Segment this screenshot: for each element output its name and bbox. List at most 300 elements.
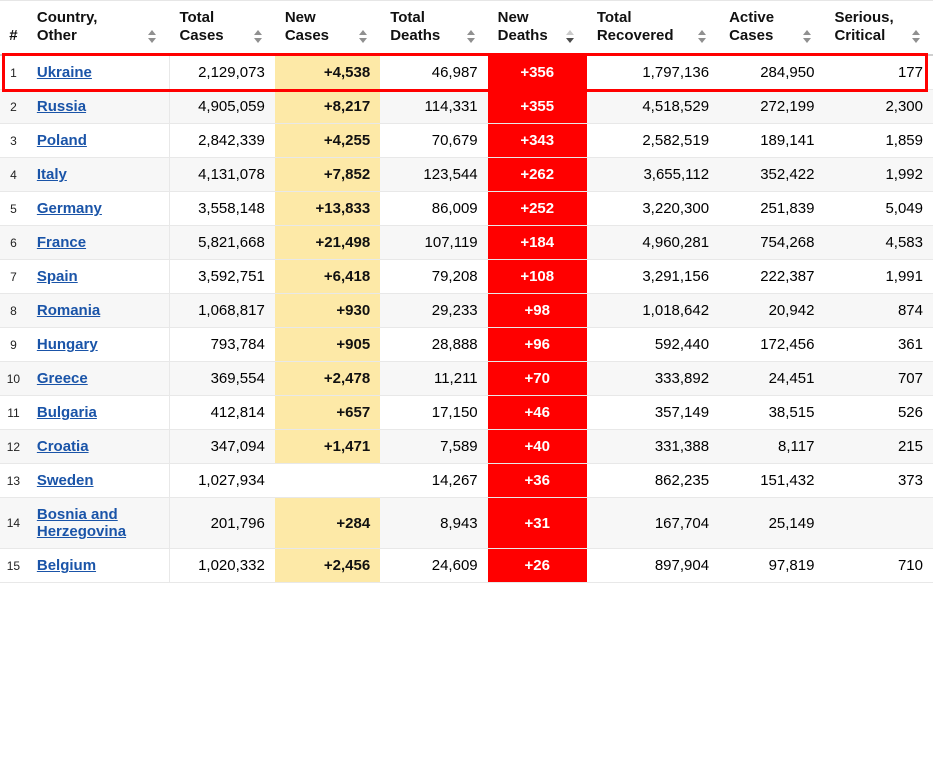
serious-critical-cell xyxy=(824,396,933,430)
new-cases-cell xyxy=(275,294,380,328)
table-row[interactable] xyxy=(0,192,933,226)
country-link[interactable]: Bosnia and Herzegovina xyxy=(36,506,127,541)
new-cases-cell-value: +1,471 xyxy=(323,438,371,456)
active-cases-cell-value: 272,199 xyxy=(760,98,815,116)
total-cases-cell xyxy=(169,294,274,328)
row-index-value: 15 xyxy=(6,558,21,573)
column-header-serious-critical[interactable] xyxy=(824,1,933,56)
total-cases-cell xyxy=(169,498,274,549)
table-row[interactable] xyxy=(0,396,933,430)
new-deaths-cell xyxy=(488,464,587,498)
total-deaths-cell-value: 11,211 xyxy=(433,370,478,388)
serious-critical-cell xyxy=(824,260,933,294)
total-recovered-cell-value: 331,388 xyxy=(654,438,710,456)
new-cases-cell xyxy=(275,124,380,158)
total-cases-cell-value: 201,796 xyxy=(210,514,265,532)
new-deaths-cell-value: +96 xyxy=(524,336,550,354)
serious-critical-cell-value: 1,992 xyxy=(885,166,923,184)
serious-critical-cell xyxy=(824,192,933,226)
new-deaths-cell-value: +98 xyxy=(524,302,550,320)
sort-icon-total-recovered[interactable] xyxy=(697,29,709,44)
new-cases-cell xyxy=(275,430,380,464)
new-cases-cell-value: +4,538 xyxy=(323,64,371,82)
total-deaths-cell xyxy=(380,294,487,328)
table-row[interactable] xyxy=(0,549,933,583)
row-index-value: 13 xyxy=(6,473,21,488)
new-cases-cell-value: +6,418 xyxy=(323,268,371,286)
new-cases-cell xyxy=(275,549,380,583)
country-cell xyxy=(27,430,170,464)
total-recovered-cell-value: 1,797,136 xyxy=(642,64,710,82)
new-deaths-cell-value: +184 xyxy=(520,234,555,252)
total-cases-cell-value: 369,554 xyxy=(210,370,265,388)
active-cases-cell-value: 8,117 xyxy=(778,438,815,456)
active-cases-cell-value: 754,268 xyxy=(760,234,815,252)
total-recovered-cell xyxy=(587,226,719,260)
serious-critical-cell-value: 1,859 xyxy=(885,132,923,150)
column-header-country-line2: Other xyxy=(36,26,77,44)
row-index xyxy=(0,328,27,362)
serious-critical-cell-value: 707 xyxy=(897,370,923,388)
total-deaths-cell xyxy=(380,396,487,430)
active-cases-cell xyxy=(719,192,824,226)
total-recovered-cell-value: 4,960,281 xyxy=(642,234,710,252)
serious-critical-cell-value: 177 xyxy=(897,64,923,82)
active-cases-cell xyxy=(719,549,824,583)
sort-icon-total-cases[interactable] xyxy=(253,29,265,44)
new-deaths-cell-value: +31 xyxy=(524,514,550,532)
row-index-value: 4 xyxy=(10,167,17,182)
row-index-value: 12 xyxy=(6,439,21,454)
total-cases-cell-value: 2,842,339 xyxy=(198,132,265,150)
active-cases-cell xyxy=(719,158,824,192)
row-index-value: 2 xyxy=(10,99,17,114)
total-deaths-cell-value: 8,943 xyxy=(440,514,478,532)
column-header-active-cases-line2: Cases xyxy=(729,26,774,44)
new-deaths-cell-value: +46 xyxy=(524,404,550,422)
total-recovered-cell-value: 333,892 xyxy=(654,370,710,388)
column-header-new-deaths-line1: New xyxy=(497,9,529,26)
new-deaths-cell xyxy=(488,430,587,464)
total-recovered-cell-value: 2,582,519 xyxy=(642,132,710,150)
total-cases-cell xyxy=(169,260,274,294)
serious-critical-cell-value: 5,049 xyxy=(885,200,923,218)
new-deaths-cell xyxy=(488,192,587,226)
active-cases-cell xyxy=(719,396,824,430)
active-cases-cell xyxy=(719,226,824,260)
total-cases-cell xyxy=(169,226,274,260)
column-header-total-deaths[interactable] xyxy=(380,1,487,56)
total-recovered-cell-value: 3,220,300 xyxy=(642,200,710,218)
country-cell xyxy=(27,498,170,549)
total-cases-cell-value: 1,020,332 xyxy=(198,557,265,575)
active-cases-cell-value: 172,456 xyxy=(760,336,815,354)
row-index xyxy=(0,498,27,549)
active-cases-cell-value: 97,819 xyxy=(768,557,815,575)
total-cases-cell xyxy=(169,549,274,583)
total-recovered-cell-value: 4,518,529 xyxy=(642,98,710,116)
active-cases-cell xyxy=(719,55,824,90)
total-deaths-cell xyxy=(380,362,487,396)
serious-critical-cell-value: 373 xyxy=(897,472,923,490)
row-index-value: 8 xyxy=(10,303,17,318)
new-cases-cell-value: +21,498 xyxy=(315,234,371,252)
table-row[interactable] xyxy=(0,55,933,90)
new-deaths-cell-value: +40 xyxy=(524,438,550,456)
new-deaths-cell xyxy=(488,396,587,430)
serious-critical-cell xyxy=(824,55,933,90)
country-cell xyxy=(27,158,170,192)
row-index xyxy=(0,260,27,294)
table-row[interactable] xyxy=(0,158,933,192)
sort-icon-new-cases[interactable] xyxy=(358,29,370,44)
new-cases-cell-value: +905 xyxy=(336,336,371,354)
active-cases-cell xyxy=(719,464,824,498)
country-cell xyxy=(27,362,170,396)
column-header-new-deaths-line2: Deaths xyxy=(497,26,548,44)
column-header-index[interactable] xyxy=(0,1,27,56)
country-cell xyxy=(27,226,170,260)
total-recovered-cell-value: 3,291,156 xyxy=(642,268,710,286)
total-recovered-cell-value: 167,704 xyxy=(654,514,710,532)
table-row[interactable] xyxy=(0,260,933,294)
table-row[interactable] xyxy=(0,90,933,124)
total-deaths-cell xyxy=(380,549,487,583)
column-header-new-cases[interactable] xyxy=(275,1,380,56)
table-row[interactable] xyxy=(0,498,933,549)
new-cases-cell xyxy=(275,396,380,430)
table-row[interactable] xyxy=(0,362,933,396)
active-cases-cell-value: 222,387 xyxy=(760,268,815,286)
column-header-new-deaths[interactable] xyxy=(488,1,587,56)
total-deaths-cell xyxy=(380,464,487,498)
row-index xyxy=(0,192,27,226)
total-recovered-cell-value: 3,655,112 xyxy=(643,166,710,184)
total-deaths-cell-value: 86,009 xyxy=(431,200,478,218)
total-recovered-cell xyxy=(587,498,719,549)
column-header-total-recovered-line1: Total xyxy=(596,9,632,26)
row-index-value: 10 xyxy=(6,371,21,386)
serious-critical-cell-value: 4,583 xyxy=(885,234,923,252)
table-row[interactable] xyxy=(0,226,933,260)
total-recovered-cell-value: 357,149 xyxy=(654,404,710,422)
new-cases-cell-value: +8,217 xyxy=(323,98,371,116)
total-recovered-cell xyxy=(587,464,719,498)
total-cases-cell-value: 3,592,751 xyxy=(198,268,265,286)
country-cell xyxy=(27,192,170,226)
serious-critical-cell-value: 215 xyxy=(897,438,923,456)
table-row[interactable] xyxy=(0,430,933,464)
total-deaths-cell-value: 28,888 xyxy=(431,336,478,354)
total-cases-cell xyxy=(169,192,274,226)
serious-critical-cell-value: 526 xyxy=(897,404,923,422)
new-deaths-cell-value: +343 xyxy=(520,132,555,150)
total-recovered-cell xyxy=(587,294,719,328)
column-header-active-cases-line1: Active xyxy=(729,9,775,26)
new-deaths-cell-value: +26 xyxy=(524,557,550,575)
active-cases-cell xyxy=(719,124,824,158)
country-cell xyxy=(27,55,170,90)
row-index-value: 14 xyxy=(6,516,21,531)
new-deaths-cell xyxy=(488,158,587,192)
total-cases-cell-value: 1,068,817 xyxy=(198,302,265,320)
column-header-index-label: # xyxy=(9,26,18,44)
total-deaths-cell-value: 114,331 xyxy=(424,98,478,116)
active-cases-cell-value: 38,515 xyxy=(768,404,815,422)
table-row[interactable] xyxy=(0,464,933,498)
new-deaths-cell xyxy=(488,55,587,90)
total-recovered-cell xyxy=(587,396,719,430)
total-cases-cell-value: 412,814 xyxy=(210,404,265,422)
new-cases-cell-value: +7,852 xyxy=(323,166,371,184)
table-row[interactable] xyxy=(0,328,933,362)
column-header-new-cases-line1: New xyxy=(284,9,316,26)
new-deaths-cell xyxy=(488,549,587,583)
new-deaths-cell xyxy=(488,498,587,549)
country-cell xyxy=(27,260,170,294)
row-index xyxy=(0,464,27,498)
new-deaths-cell xyxy=(488,294,587,328)
total-recovered-cell xyxy=(587,124,719,158)
total-recovered-cell xyxy=(587,328,719,362)
column-header-new-cases-line2: Cases xyxy=(284,26,330,44)
table-row[interactable] xyxy=(0,124,933,158)
total-deaths-cell xyxy=(380,328,487,362)
total-deaths-cell-value: 7,589 xyxy=(440,438,478,456)
column-header-total-cases-line1: Total xyxy=(179,9,215,26)
serious-critical-cell xyxy=(824,549,933,583)
total-recovered-cell-value: 897,904 xyxy=(654,557,710,575)
new-cases-cell xyxy=(275,55,380,90)
row-index xyxy=(0,124,27,158)
row-index-value: 1 xyxy=(10,65,17,80)
total-cases-cell xyxy=(169,464,274,498)
sort-icon-new-deaths[interactable] xyxy=(565,29,577,44)
total-deaths-cell xyxy=(380,226,487,260)
new-deaths-cell-value: +356 xyxy=(520,64,555,82)
country-link[interactable]: Germany xyxy=(36,200,102,218)
total-recovered-cell xyxy=(587,362,719,396)
active-cases-cell-value: 20,942 xyxy=(768,302,815,320)
country-link[interactable]: Hungary xyxy=(36,336,98,354)
new-deaths-cell xyxy=(488,328,587,362)
active-cases-cell xyxy=(719,362,824,396)
row-index xyxy=(0,294,27,328)
serious-critical-cell-value: 1,991 xyxy=(885,268,923,286)
column-header-serious-critical-line1: Serious, xyxy=(834,9,894,26)
country-link[interactable]: Bulgaria xyxy=(36,404,97,422)
total-cases-cell xyxy=(169,90,274,124)
serious-critical-cell-value: 361 xyxy=(897,336,923,354)
serious-critical-cell xyxy=(824,328,933,362)
table-body xyxy=(0,55,933,583)
active-cases-cell-value: 189,141 xyxy=(760,132,815,150)
active-cases-cell-value: 251,839 xyxy=(760,200,815,218)
total-recovered-cell xyxy=(587,192,719,226)
total-deaths-cell xyxy=(380,124,487,158)
new-deaths-cell xyxy=(488,260,587,294)
serious-critical-cell xyxy=(824,430,933,464)
country-link[interactable]: Russia xyxy=(36,98,87,116)
total-recovered-cell-value: 592,440 xyxy=(654,336,710,354)
new-cases-cell xyxy=(275,362,380,396)
total-deaths-cell xyxy=(380,430,487,464)
new-deaths-cell xyxy=(488,90,587,124)
row-index xyxy=(0,362,27,396)
total-cases-cell xyxy=(169,328,274,362)
country-cell xyxy=(27,549,170,583)
new-deaths-cell-value: +36 xyxy=(524,472,550,490)
total-recovered-cell xyxy=(587,260,719,294)
total-deaths-cell-value: 70,679 xyxy=(431,132,478,150)
new-deaths-cell-value: +355 xyxy=(520,98,555,116)
serious-critical-cell xyxy=(824,498,933,549)
total-deaths-cell-value: 79,208 xyxy=(431,268,478,286)
serious-critical-cell xyxy=(824,362,933,396)
sort-icon-total-deaths[interactable] xyxy=(466,29,478,44)
column-header-total-recovered[interactable] xyxy=(587,1,719,56)
total-deaths-cell xyxy=(380,192,487,226)
sort-icon-serious-critical[interactable] xyxy=(911,29,923,44)
active-cases-cell xyxy=(719,90,824,124)
total-cases-cell xyxy=(169,158,274,192)
serious-critical-cell-value: 710 xyxy=(897,557,923,575)
column-header-total-deaths-line2: Deaths xyxy=(390,26,441,44)
new-cases-cell-value: +4,255 xyxy=(323,132,371,150)
sort-icon-country[interactable] xyxy=(147,29,159,44)
country-link[interactable]: Croatia xyxy=(36,438,89,456)
table-row[interactable] xyxy=(0,294,933,328)
total-cases-cell-value: 4,905,059 xyxy=(198,98,265,116)
column-header-total-deaths-line1: Total xyxy=(390,9,425,26)
total-recovered-cell xyxy=(587,158,719,192)
active-cases-cell xyxy=(719,328,824,362)
total-deaths-cell-value: 29,233 xyxy=(431,302,478,320)
total-cases-cell xyxy=(169,362,274,396)
new-cases-cell xyxy=(275,192,380,226)
new-deaths-cell xyxy=(488,362,587,396)
new-deaths-cell xyxy=(488,226,587,260)
column-header-total-cases[interactable] xyxy=(169,1,274,56)
active-cases-cell-value: 151,432 xyxy=(760,472,815,490)
country-link[interactable]: Sweden xyxy=(36,472,94,490)
new-cases-cell xyxy=(275,498,380,549)
country-link[interactable]: Belgium xyxy=(36,557,97,575)
serious-critical-cell xyxy=(824,90,933,124)
country-cell xyxy=(27,124,170,158)
total-cases-cell xyxy=(169,124,274,158)
total-deaths-cell-value: 123,544 xyxy=(423,166,478,184)
total-recovered-cell xyxy=(587,55,719,90)
serious-critical-cell xyxy=(824,464,933,498)
country-cell xyxy=(27,396,170,430)
row-index-value: 3 xyxy=(10,133,17,148)
total-deaths-cell-value: 14,267 xyxy=(431,472,478,490)
country-link[interactable]: Italy xyxy=(36,166,67,184)
active-cases-cell-value: 352,422 xyxy=(760,166,815,184)
country-link[interactable]: Ukraine xyxy=(36,64,92,82)
total-deaths-cell-value: 107,119 xyxy=(424,234,478,252)
column-header-total-cases-line2: Cases xyxy=(179,26,224,44)
active-cases-cell xyxy=(719,498,824,549)
total-deaths-cell xyxy=(380,498,487,549)
column-header-country[interactable] xyxy=(27,1,170,56)
column-header-total-recovered-line2: Recovered xyxy=(596,26,674,44)
new-deaths-cell-value: +262 xyxy=(520,166,555,184)
serious-critical-cell xyxy=(824,158,933,192)
new-deaths-cell-value: +252 xyxy=(520,200,555,218)
country-link[interactable]: Poland xyxy=(36,132,87,150)
country-link[interactable]: Romania xyxy=(36,302,101,320)
country-cell xyxy=(27,464,170,498)
total-recovered-cell-value: 862,235 xyxy=(654,472,710,490)
row-index xyxy=(0,55,27,90)
row-index-value: 11 xyxy=(7,405,20,420)
country-link[interactable]: Greece xyxy=(36,370,88,388)
total-cases-cell xyxy=(169,55,274,90)
table-header xyxy=(0,1,933,56)
active-cases-cell xyxy=(719,294,824,328)
total-deaths-cell xyxy=(380,260,487,294)
total-recovered-cell xyxy=(587,430,719,464)
row-index-value: 7 xyxy=(10,269,17,284)
total-cases-cell-value: 793,784 xyxy=(210,336,265,354)
serious-critical-cell xyxy=(824,226,933,260)
country-link[interactable]: France xyxy=(36,234,87,252)
total-deaths-cell-value: 46,987 xyxy=(431,64,478,82)
country-cell xyxy=(27,90,170,124)
active-cases-cell-value: 284,950 xyxy=(760,64,815,82)
country-link[interactable]: Spain xyxy=(36,268,78,286)
new-cases-cell-value: +13,833 xyxy=(315,200,371,218)
total-cases-cell-value: 347,094 xyxy=(210,438,265,456)
total-cases-cell xyxy=(169,430,274,464)
country-cell xyxy=(27,294,170,328)
row-index xyxy=(0,90,27,124)
column-header-active-cases[interactable] xyxy=(719,1,824,56)
new-cases-cell xyxy=(275,90,380,124)
total-recovered-cell-value: 1,018,642 xyxy=(642,302,710,320)
total-cases-cell-value: 5,821,668 xyxy=(198,234,265,252)
new-cases-cell xyxy=(275,464,380,498)
row-index xyxy=(0,430,27,464)
column-header-serious-critical-line2: Critical xyxy=(834,26,886,44)
new-cases-cell xyxy=(275,328,380,362)
new-cases-cell xyxy=(275,158,380,192)
new-deaths-cell-value: +108 xyxy=(520,268,555,286)
total-cases-cell xyxy=(169,396,274,430)
column-header-country-line1: Country, xyxy=(36,9,98,26)
total-cases-cell-value: 2,129,073 xyxy=(198,64,265,82)
total-recovered-cell xyxy=(587,549,719,583)
row-index xyxy=(0,226,27,260)
row-index xyxy=(0,549,27,583)
total-deaths-cell xyxy=(380,90,487,124)
new-cases-cell-value: +2,456 xyxy=(323,557,371,575)
total-deaths-cell xyxy=(380,55,487,90)
row-index-value: 6 xyxy=(10,235,17,250)
total-recovered-cell xyxy=(587,90,719,124)
serious-critical-cell-value: 2,300 xyxy=(885,98,923,116)
new-cases-cell-value: +284 xyxy=(336,514,371,532)
new-cases-cell-value: +930 xyxy=(336,302,371,320)
row-index xyxy=(0,158,27,192)
active-cases-cell-value: 25,149 xyxy=(768,514,815,532)
total-deaths-cell-value: 24,609 xyxy=(431,557,478,575)
sort-icon-active-cases[interactable] xyxy=(802,29,814,44)
active-cases-cell xyxy=(719,430,824,464)
new-deaths-cell-value: +70 xyxy=(524,370,550,388)
